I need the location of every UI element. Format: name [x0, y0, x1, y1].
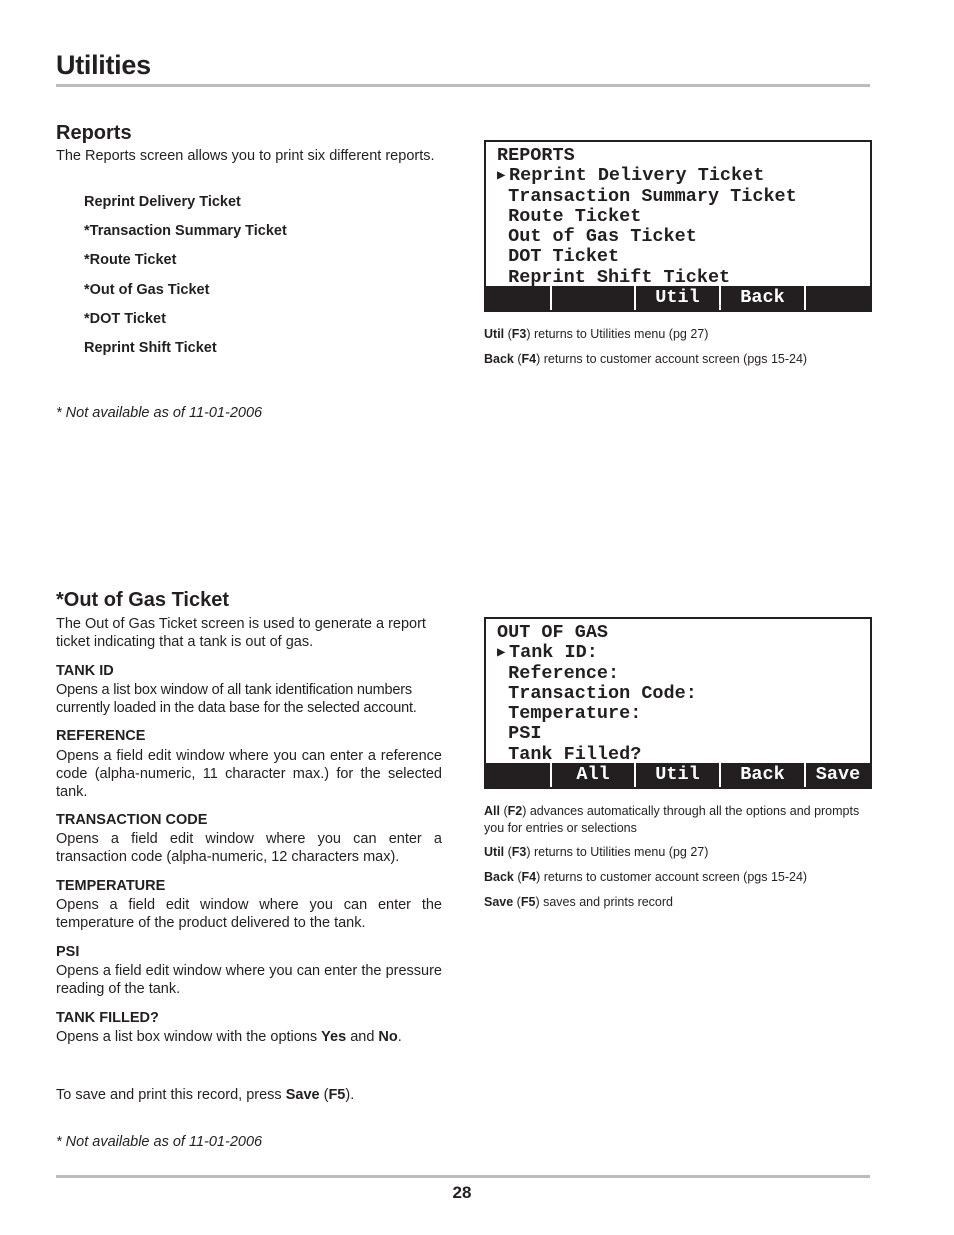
- screen-option[interactable]: Tank Filled?: [508, 743, 642, 765]
- out-of-gas-heading: *Out of Gas Ticket: [56, 589, 230, 611]
- reports-footnote: * Not available as of 11-01-2006: [56, 405, 263, 421]
- caption-back: Back (F4) returns to customer account screen (pgs 15-24): [484, 352, 808, 366]
- screen-option[interactable]: PSI: [508, 723, 542, 745]
- report-item: Reprint Shift Ticket: [84, 340, 217, 356]
- caption-util: Util (F3) returns to Utilities menu (pg 27): [484, 327, 709, 341]
- field-label-psi: PSI: [56, 944, 80, 960]
- report-item: *Transaction Summary Ticket: [84, 223, 287, 239]
- screen-option[interactable]: Temperature:: [508, 703, 642, 725]
- field-label-tank-filled: TANK FILLED?: [56, 1010, 159, 1026]
- field-desc-tank-filled: Opens a list box window with the options Yes and No.: [56, 1029, 402, 1045]
- field-label-temperature: TEMPERATURE: [56, 878, 166, 894]
- selection-arrow-icon: ▶: [497, 645, 506, 662]
- page-title: Utilities: [56, 50, 151, 80]
- screen-option[interactable]: Reference:: [508, 662, 620, 684]
- screen-option[interactable]: Transaction Summary Ticket: [508, 185, 797, 207]
- field-desc-transaction-code: Opens a field edit window where you can enter a transaction code (alpha-numeric, 12 characters max).: [56, 831, 442, 865]
- report-item: *DOT Ticket: [84, 311, 166, 327]
- page-number: 28: [452, 1183, 472, 1202]
- f5-key[interactable]: [806, 286, 870, 310]
- f1-key[interactable]: [486, 763, 552, 787]
- field-label-reference: REFERENCE: [56, 728, 146, 744]
- selection-arrow-icon: ▶: [497, 168, 506, 185]
- field-desc-reference: Opens a field edit window where you can enter a reference code (alpha-numeric, 11 character max.) for the selected tank.: [56, 748, 442, 800]
- out-of-gas-intro: The Out of Gas Ticket screen is used to generate a report ticket indicating that a tank is out of gas.: [56, 616, 426, 650]
- back-key[interactable]: Back: [721, 286, 806, 310]
- all-key[interactable]: All: [552, 763, 636, 787]
- save-instruction: To save and print this record, press Save (F5).: [56, 1087, 355, 1103]
- report-item: *Out of Gas Ticket: [84, 282, 210, 298]
- out-of-gas-footnote: * Not available as of 11-01-2006: [56, 1134, 263, 1150]
- screen-option-selected[interactable]: ▶ Tank ID:: [497, 642, 598, 664]
- field-label-transaction-code: TRANSACTION CODE: [56, 812, 208, 828]
- screen-title: OUT OF GAS: [497, 622, 609, 643]
- screen-title: REPORTS: [497, 145, 575, 166]
- reports-screen: [484, 140, 872, 312]
- f2-key[interactable]: [552, 286, 636, 310]
- screen-option[interactable]: DOT Ticket: [508, 246, 620, 268]
- report-item: Reprint Delivery Ticket: [84, 194, 241, 210]
- header-divider: [56, 84, 870, 87]
- screen-option[interactable]: Reprint Shift Ticket: [508, 266, 731, 288]
- field-desc-tank-id: Opens a list box window of all tank identification numbers currently loaded in the data base for the selected account.: [56, 682, 417, 716]
- field-desc-temperature: Opens a field edit window where you can enter the temperature of the product delivered to the tank.: [56, 897, 442, 931]
- screen-option[interactable]: Transaction Code:: [508, 682, 697, 704]
- caption-util: Util (F3) returns to Utilities menu (pg 27): [484, 845, 709, 859]
- function-key-bar: [486, 763, 870, 787]
- caption-back: Back (F4) returns to customer account screen (pgs 15-24): [484, 870, 808, 884]
- f1-key[interactable]: [486, 286, 552, 310]
- screen-option[interactable]: Out of Gas Ticket: [508, 226, 697, 248]
- save-key[interactable]: Save: [815, 763, 861, 785]
- screen-option[interactable]: Route Ticket: [508, 205, 642, 227]
- caption-all: All (F2) advances automatically through all the options and prompts you for entries or selections: [484, 804, 860, 835]
- function-key-bar: [486, 286, 870, 310]
- report-item: *Route Ticket: [84, 252, 177, 268]
- out-of-gas-screen: [484, 617, 872, 789]
- reports-intro: The Reports screen allows you to print six different reports.: [56, 148, 435, 164]
- reports-heading: Reports: [56, 122, 132, 144]
- field-desc-psi: Opens a field edit window where you can enter the pressure reading of the tank.: [56, 963, 442, 997]
- util-key[interactable]: Util: [636, 286, 721, 310]
- util-key[interactable]: Util: [636, 763, 721, 787]
- footer-divider: [56, 1175, 870, 1178]
- field-label-tank-id: TANK ID: [56, 663, 114, 679]
- caption-save: Save (F5) saves and prints record: [484, 895, 673, 909]
- screen-option-selected[interactable]: ▶ Reprint Delivery Ticket: [497, 165, 765, 187]
- back-key[interactable]: Back: [721, 763, 806, 787]
